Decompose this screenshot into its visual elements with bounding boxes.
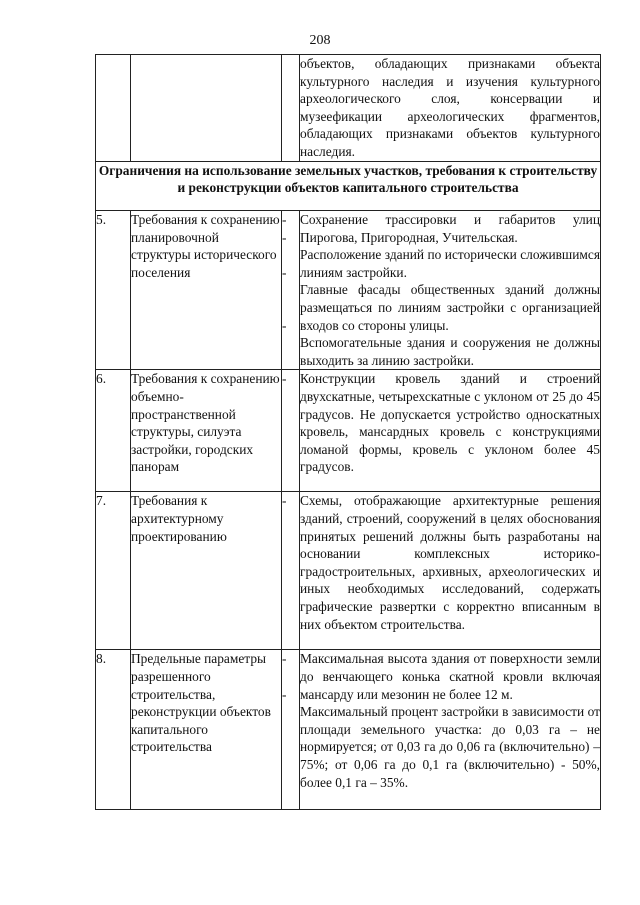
row-number: 8. <box>96 650 131 810</box>
row-number: 6. <box>96 370 131 492</box>
requirement-text <box>300 650 601 810</box>
list-item: Максимальный процент застройки в зависимости от площади земельного участка: до 0,03 га – не нормируется; от 0,03 га до 0,06 га (включительно) – 75%; от 0,06 га до 0,1 га (включительно) - 50%, более 0,1 га – 35%. <box>300 704 600 790</box>
page-number: 208 <box>309 33 331 48</box>
table-row <box>96 211 601 370</box>
requirements-table <box>95 54 601 810</box>
table-row <box>96 650 601 810</box>
list-item: Расположение зданий по исторически сложившимся линиям застройки. <box>300 247 600 280</box>
list-item: Вспомогательные здания и сооружения не должны выходить за линию застройки. <box>300 335 600 368</box>
table-row <box>96 492 601 650</box>
requirement-text <box>300 370 601 492</box>
row-number: 5. <box>96 211 131 370</box>
list-item: Сохранение трассировки и габаритов улиц Пирогова, Пригородная, Учительская. <box>300 212 600 245</box>
requirement-text <box>300 492 601 650</box>
list-dash: - <box>282 686 287 702</box>
list-dash: - <box>282 493 287 509</box>
list-dash: - <box>282 651 287 667</box>
list-item: Главные фасады общественных зданий должны размещаться по линиям застройки с организацией входов со стороны улицы. <box>300 282 600 333</box>
list-dash: - <box>282 212 287 227</box>
row-number: 7. <box>96 492 131 650</box>
num-cell-empty <box>96 55 131 162</box>
section-heading: Ограничения на использование земельных участков, требования к строительству и реконструкции объектов капитального строительства <box>96 162 601 211</box>
list-dash: - <box>282 264 287 280</box>
dash-column <box>282 492 300 650</box>
continuation-text: объектов, обладающих признаками объекта культурного наследия и изучения культурного археологического слоя, консервации и музеефикации археологических фрагментов, обладающих признаками объектов культурного наследия. <box>300 55 601 162</box>
requirement-name: Требования к сохранению объемно-пространственной структуры, силуэта застройки, городских панорам <box>131 370 282 492</box>
name-cell-empty <box>131 55 282 162</box>
list-item: Конструкции кровель зданий и строений двухскатные, четырехскатные с уклоном от 25 до 45 градусов. Не допускается устройство односкатных кровель, мансардных кровель с конструкциями ломаной формы, кровель с уклоном более 45 градусов. <box>300 371 600 475</box>
list-dash: - <box>282 371 287 387</box>
section-heading-row <box>96 162 601 211</box>
requirement-name: Требования к сохранению планировочной структуры исторического поселения <box>131 211 282 370</box>
dash-column <box>282 370 300 492</box>
table-row <box>96 370 601 492</box>
requirement-name: Предельные параметры разрешенного строительства, реконструкции объектов капитального строительства <box>131 650 282 810</box>
list-dash: - <box>282 229 287 245</box>
list-dash: - <box>282 317 287 333</box>
table-row-continuation <box>96 55 601 162</box>
list-item: Максимальная высота здания от поверхности земли до венчающего конька скатной кровли включая мансарду или мезонин не более 12 м. <box>300 651 600 702</box>
dash-column <box>282 650 300 810</box>
dash-column <box>282 211 300 370</box>
requirement-text <box>300 211 601 370</box>
dash-cell-empty <box>282 55 300 162</box>
requirement-name: Требования к архитектурному проектированию <box>131 492 282 650</box>
list-item: Схемы, отображающие архитектурные решения зданий, строений, сооружений в целях обоснования принятых решений должны быть разработаны на основании комплексных историко-градостроительных, архивных, археологических и иных необходимых исследований, содержать графические развертки с корректно вписанным в них объектом строительства. <box>300 493 600 632</box>
